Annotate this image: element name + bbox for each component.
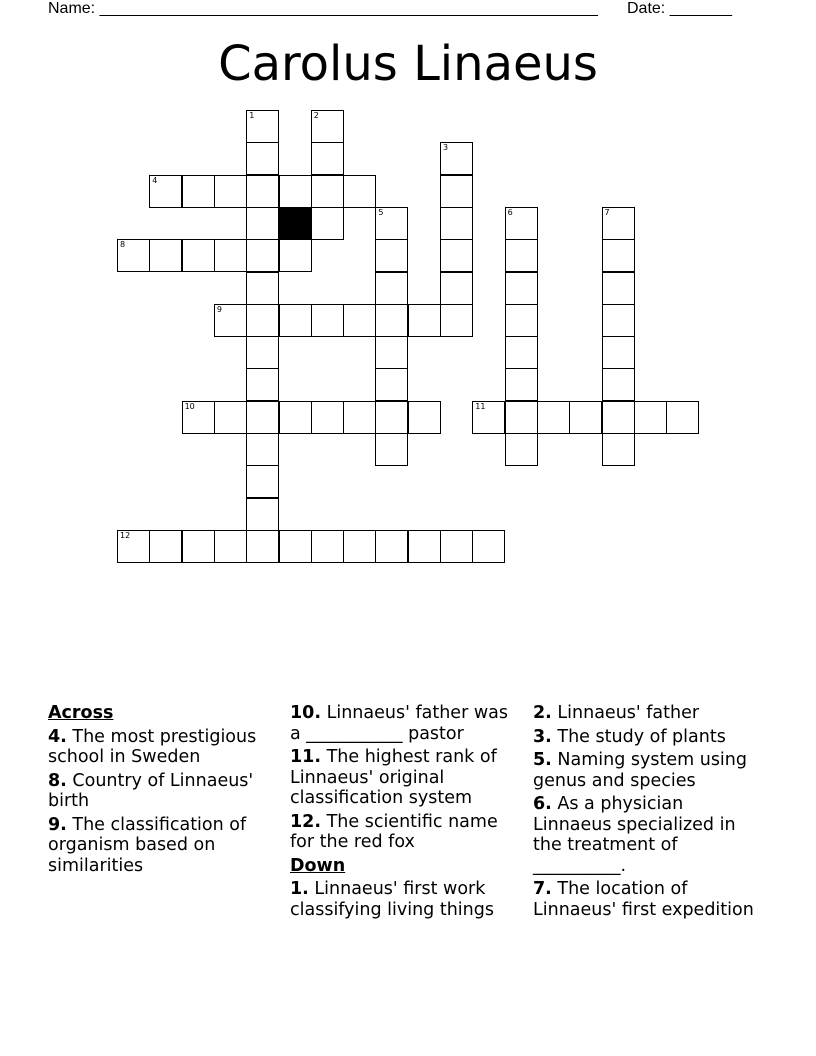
crossword-cell[interactable] (246, 433, 279, 466)
crossword-cell[interactable] (214, 401, 247, 434)
crossword-cell[interactable] (214, 175, 247, 208)
crossword-cell[interactable] (440, 142, 473, 175)
clue-number: 3 (443, 143, 449, 153)
crossword-cell[interactable] (602, 433, 635, 466)
clue-across-9: 9. The classification of organism based on similarities (48, 814, 247, 876)
crossword-cell[interactable] (440, 175, 473, 208)
crossword-cell[interactable] (311, 175, 344, 208)
clue-across-12: 12. The scientific name for the red fox (290, 811, 498, 852)
crossword-cell[interactable] (343, 530, 376, 563)
crossword-cell[interactable] (311, 142, 344, 175)
crossword-cell[interactable] (279, 401, 312, 434)
crossword-cell[interactable] (279, 530, 312, 563)
clue-number: 8 (120, 240, 126, 250)
crossword-cell[interactable] (375, 401, 408, 434)
crossword-cell[interactable] (311, 530, 344, 563)
crossword-cell[interactable] (440, 272, 473, 305)
crossword-cell[interactable] (214, 239, 247, 272)
page-title: Carolus Linaeus (218, 36, 598, 92)
crossword-cell[interactable] (505, 433, 538, 466)
crossword-cell[interactable] (375, 272, 408, 305)
clue-number: 1 (249, 111, 255, 120)
crossword-cell[interactable] (569, 401, 602, 434)
crossword-cell[interactable] (117, 530, 150, 563)
clue-number: 12 (120, 530, 131, 540)
crossword-cell[interactable] (440, 530, 473, 563)
crossword-cell[interactable] (375, 530, 408, 563)
crossword-cell[interactable] (246, 401, 279, 434)
crossword-cell[interactable] (602, 336, 635, 369)
crossword-cell[interactable] (246, 304, 279, 337)
crossword-cell[interactable] (343, 304, 376, 337)
crossword-cell[interactable] (505, 336, 538, 369)
crossword-cell[interactable] (149, 175, 182, 208)
crossword-cell[interactable] (149, 239, 182, 272)
crossword-cell[interactable] (246, 110, 279, 143)
crossword-cell[interactable] (311, 401, 344, 434)
crossword-cell[interactable] (375, 433, 408, 466)
clue-down-3: 3. The study of plants (533, 726, 726, 747)
crossword-cell[interactable] (472, 530, 505, 563)
crossword-cell[interactable] (246, 239, 279, 272)
crossword-cell[interactable] (375, 207, 408, 240)
clue-column-2 (290, 703, 515, 923)
crossword-cell[interactable] (182, 401, 215, 434)
crossword-cell[interactable] (246, 336, 279, 369)
clue-across-8: 8. Country of Linnaeus' birth (48, 770, 254, 811)
crossword-cell[interactable] (440, 304, 473, 337)
crossword-cell[interactable] (602, 239, 635, 272)
crossword-cell[interactable] (343, 175, 376, 208)
clue-across-4: 4. The most prestigious school in Sweden (48, 726, 257, 767)
crossword-cell[interactable] (375, 239, 408, 272)
clue-number: 6 (507, 207, 513, 217)
crossword-cell[interactable] (440, 207, 473, 240)
crossword-cell[interactable] (408, 530, 441, 563)
clue-down-6: 6. As a physician Linnaeus specialized in the treatment of __________. (533, 794, 736, 876)
clue-down-1: 1. Linnaeus' first work classifying living things (290, 879, 494, 920)
crossword-cell[interactable] (246, 530, 279, 563)
crossword-cell[interactable] (214, 530, 247, 563)
crossword-cell[interactable] (505, 239, 538, 272)
crossword-cell[interactable] (311, 110, 344, 143)
clue-number: 4 (152, 175, 158, 185)
crossword-cell[interactable] (279, 175, 312, 208)
crossword-cell[interactable] (505, 272, 538, 305)
crossword-cell[interactable] (602, 272, 635, 305)
crossword-cell[interactable] (246, 272, 279, 305)
clue-column-1 (48, 703, 273, 879)
clue-number: 2 (313, 111, 319, 120)
clue-across-10: 10. Linnaeus' father was a ___________ pastor (290, 703, 508, 744)
crossword-cell[interactable] (634, 401, 667, 434)
clue-number: 11 (475, 401, 486, 411)
crossword-cell[interactable] (375, 368, 408, 401)
across-heading: Across (48, 703, 114, 723)
crossword-cell[interactable] (505, 207, 538, 240)
down-heading: Down (290, 855, 346, 876)
crossword-cell[interactable] (182, 239, 215, 272)
crossword-cell[interactable] (602, 401, 635, 434)
name-field-label: Name: ________________________________________________________ (48, 0, 598, 17)
crossword-cell[interactable] (182, 530, 215, 563)
crossword-cell[interactable] (408, 401, 441, 434)
crossword-cell[interactable] (311, 207, 344, 240)
clue-number: 9 (216, 304, 222, 314)
clue-column-3 (533, 703, 758, 923)
crossword-cell[interactable] (279, 239, 312, 272)
crossword-cell[interactable] (117, 239, 150, 272)
crossword-cell[interactable] (246, 498, 279, 531)
crossword-cell[interactable] (408, 304, 441, 337)
crossword-cell[interactable] (343, 401, 376, 434)
crossword-cell[interactable] (472, 401, 505, 434)
crossword-cell[interactable] (279, 304, 312, 337)
crossword-cell[interactable] (149, 530, 182, 563)
crossword-cell[interactable] (375, 304, 408, 337)
clue-down-7: 7. The location of Linnaeus' first expedition (533, 879, 754, 920)
crossword-cell[interactable] (602, 304, 635, 337)
crossword-cell[interactable] (375, 336, 408, 369)
crossword-cell[interactable] (505, 368, 538, 401)
crossword-cell[interactable] (311, 304, 344, 337)
crossword-cell[interactable] (246, 465, 279, 498)
crossword-cell[interactable] (602, 207, 635, 240)
date-field-label: Date: _______ (627, 0, 732, 17)
crossword-block-cell (279, 207, 312, 240)
crossword-cell[interactable] (214, 304, 247, 337)
crossword-cell[interactable] (602, 368, 635, 401)
crossword-cell[interactable] (666, 401, 699, 434)
clue-number: 7 (604, 207, 610, 217)
crossword-cell[interactable] (246, 368, 279, 401)
crossword-cell[interactable] (537, 401, 570, 434)
crossword-cell[interactable] (505, 304, 538, 337)
clue-across-11: 11. The highest rank of Linnaeus' original classification system (290, 747, 497, 808)
clue-number: 10 (184, 401, 195, 411)
crossword-cell[interactable] (246, 142, 279, 175)
crossword-cell[interactable] (440, 239, 473, 272)
clue-number: 5 (378, 207, 384, 217)
crossword-cell[interactable] (182, 175, 215, 208)
crossword-cell[interactable] (505, 401, 538, 434)
crossword-cell[interactable] (246, 175, 279, 208)
clue-down-5: 5. Naming system using genus and species (533, 750, 747, 791)
crossword-cell[interactable] (246, 207, 279, 240)
clue-down-2: 2. Linnaeus' father (533, 703, 700, 723)
